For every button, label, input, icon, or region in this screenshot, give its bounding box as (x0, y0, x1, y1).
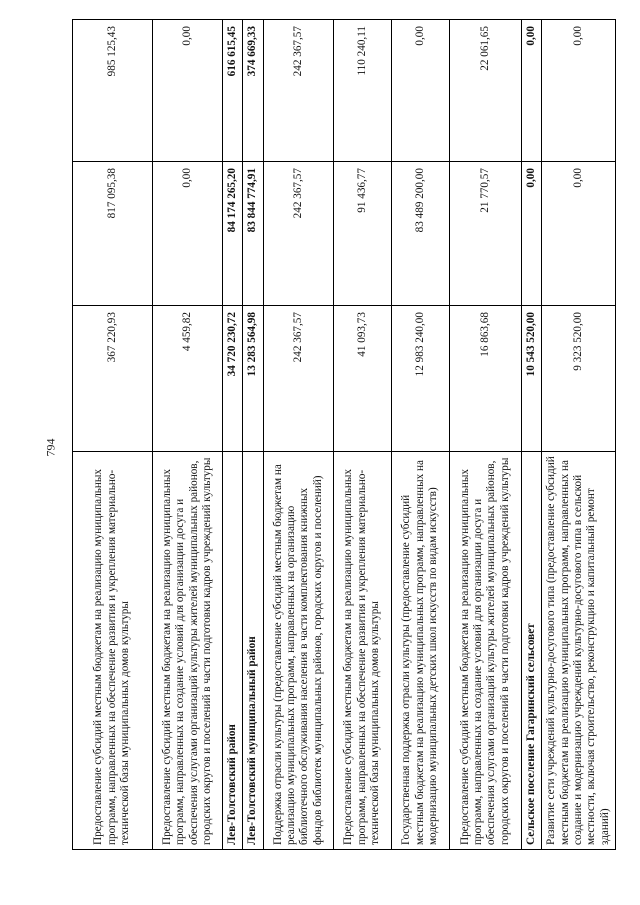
value-col-2: 0,00 (521, 162, 541, 306)
row-description: Предоставление субсидий местным бюджетам на реализацию муниципальных программ, направленных на создание условий для организации досуга и обеспечения услугами организаций культуры жителей муниципальных районов, городских округов и поселений в части подготовки кадров учреждений культуры (449, 452, 521, 850)
value-col-2: 84 174 265,20 (223, 162, 243, 306)
row-description: Лев-Толстовский район (223, 452, 243, 850)
value-col-1: 4 459,82 (153, 306, 223, 452)
budget-table (72, 19, 616, 850)
value-col-3: 616 615,45 (223, 20, 243, 162)
value-col-1: 12 983 240,00 (391, 306, 449, 452)
value-col-2: 242 367,57 (263, 162, 333, 306)
rotated-table-container (72, 20, 611, 850)
value-col-3: 0,00 (542, 20, 616, 162)
value-col-3: 0,00 (391, 20, 449, 162)
value-col-2: 91 436,77 (333, 162, 391, 306)
value-col-2: 0,00 (153, 162, 223, 306)
row-description: Государственная поддержка отрасли культуры (предоставление субсидий местным бюджетам на реализацию муниципальных программ, направленных на модернизацию муниципальных детских школ искусств по видам искусств) (391, 452, 449, 850)
value-col-1: 367 220,93 (73, 306, 153, 452)
table-row (391, 20, 449, 850)
table-row (243, 20, 263, 850)
table-row (223, 20, 243, 850)
table-row (263, 20, 333, 850)
value-col-1: 41 093,73 (333, 306, 391, 452)
value-col-1: 16 863,68 (449, 306, 521, 452)
table-row (333, 20, 391, 850)
value-col-3: 22 061,65 (449, 20, 521, 162)
table-row (521, 20, 541, 850)
row-description: Развитие сети учреждений культурно-досугового типа (предоставление субсидий местным бюджетам на реализацию муниципальных программ, направленных на создание и модернизацию учреждений культурно-досугового типа в сельской местности, включая строительство, реконструкцию и капитальный ремонт зданий) (542, 452, 616, 850)
value-col-2: 21 770,57 (449, 162, 521, 306)
row-description: Предоставление субсидий местным бюджетам на реализацию муниципальных программ, направленных на создание условий для организации досуга и обеспечения услугами организаций культуры жителей муниципальных районов, городских округов и поселений в части подготовки кадров учреждений культуры (153, 452, 223, 850)
table-row (542, 20, 616, 850)
value-col-1: 10 543 520,00 (521, 306, 541, 452)
value-col-2: 83 844 774,91 (243, 162, 263, 306)
value-col-1: 34 720 230,72 (223, 306, 243, 452)
row-description: Лев-Толстовский муниципальный район (243, 452, 263, 850)
table-row (153, 20, 223, 850)
row-description: Поддержка отрасли культуры (предоставление субсидий местным бюджетам на реализацию муниципальных программ, направленных на организацию библиотечного обслуживания населения в части комплектования книжных фондов библиотек муниципальных районов, городских округов и поселений) (263, 452, 333, 850)
value-col-2: 817 095,38 (73, 162, 153, 306)
row-description: Сельское поселение Гагаринский сельсовет (521, 452, 541, 850)
row-description: Предоставление субсидий местным бюджетам на реализацию муниципальных программ, направленных на обеспечение развития и укрепления материально-технической базы муниципальных домов культуры (73, 452, 153, 850)
value-col-3: 374 669,33 (243, 20, 263, 162)
row-description: Предоставление субсидий местным бюджетам на реализацию муниципальных программ, направленных на обеспечение развития и укрепления материально-технической базы муниципальных домов культуры (333, 452, 391, 850)
value-col-2: 83 489 200,00 (391, 162, 449, 306)
value-col-3: 110 240,11 (333, 20, 391, 162)
value-col-1: 242 367,57 (263, 306, 333, 452)
page-number: 794 (43, 438, 58, 457)
value-col-1: 9 323 520,00 (542, 306, 616, 452)
value-col-3: 242 367,57 (263, 20, 333, 162)
value-col-3: 0,00 (153, 20, 223, 162)
value-col-1: 13 283 564,98 (243, 306, 263, 452)
value-col-3: 985 125,43 (73, 20, 153, 162)
table-row (73, 20, 153, 850)
table-row (449, 20, 521, 850)
value-col-3: 0,00 (521, 20, 541, 162)
value-col-2: 0,00 (542, 162, 616, 306)
